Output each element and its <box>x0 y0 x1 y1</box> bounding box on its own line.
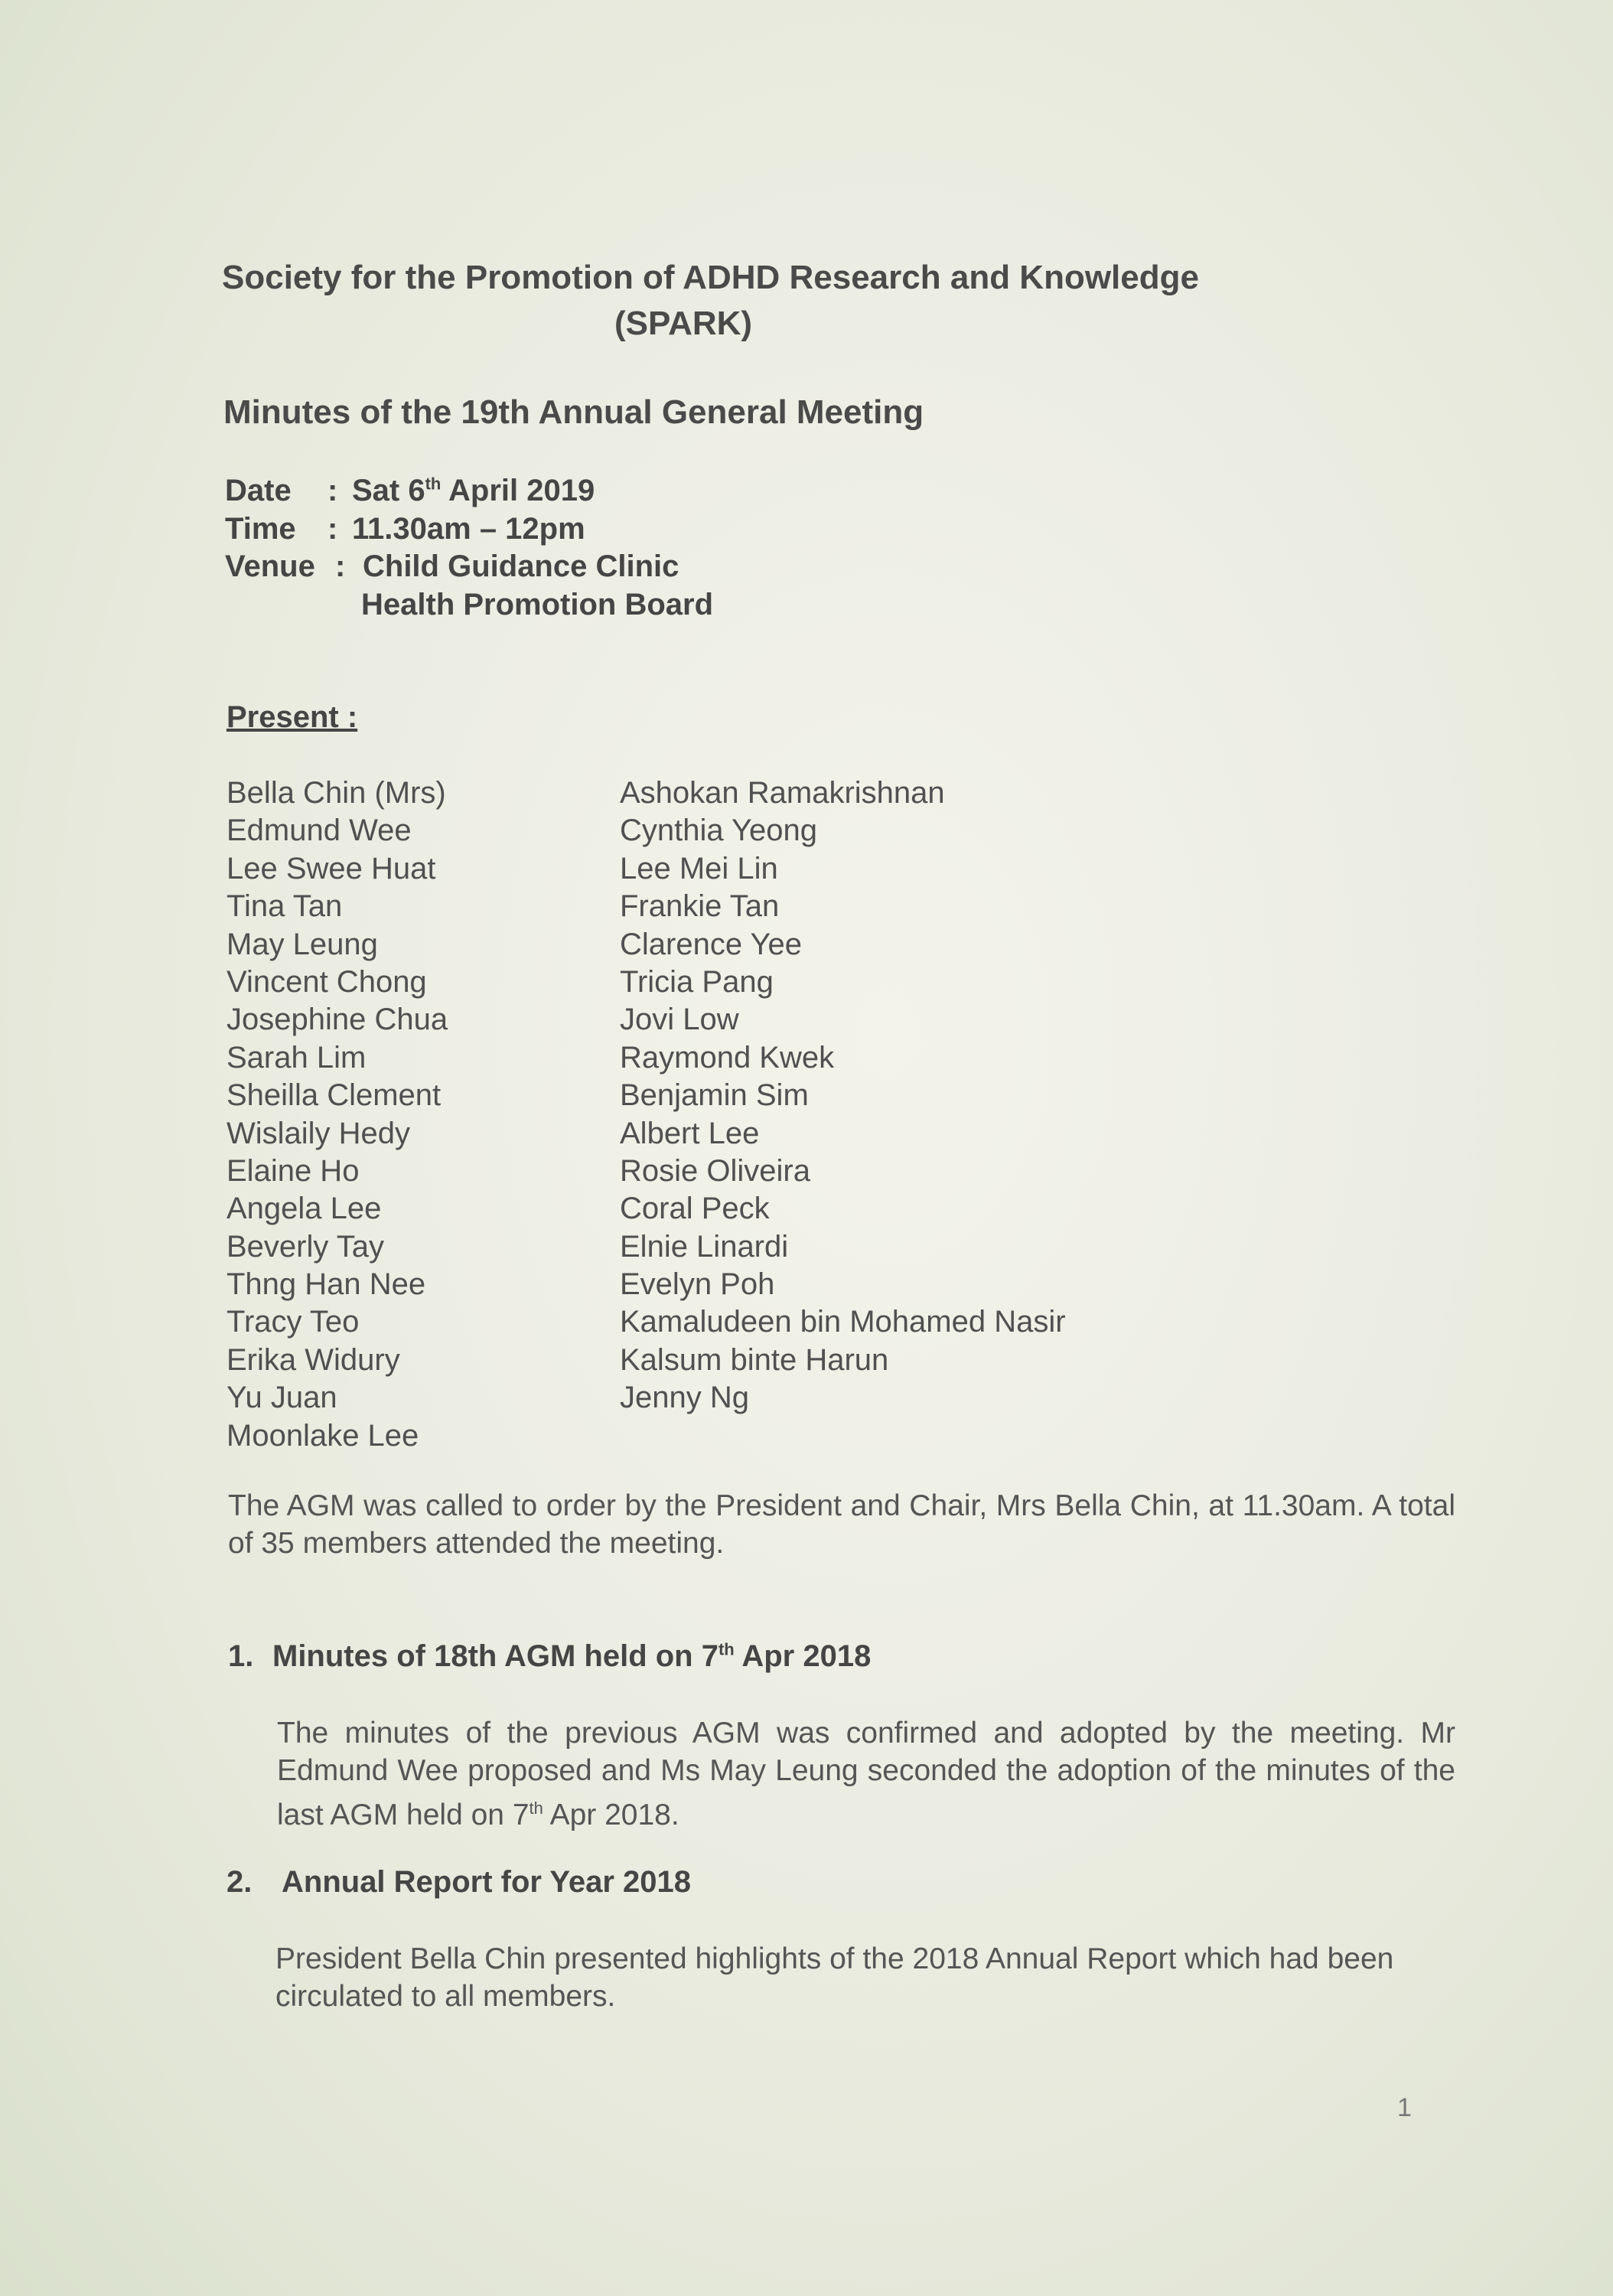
attendee-name: Yu Juan <box>226 1381 337 1415</box>
attendee-name: Sarah Lim <box>226 1040 367 1075</box>
attendees-column-1 <box>226 775 448 1455</box>
date-colon: : <box>327 474 338 507</box>
attendee-name: Josephine Chua <box>226 1003 448 1037</box>
attendee-name: Kamaludeen bin Mohamed Nasir <box>620 1305 1066 1339</box>
attendee-name: Thng Han Nee <box>226 1267 426 1302</box>
attendee-name: Moonlake Lee <box>226 1418 419 1453</box>
attendee-name: Rosie Oliveira <box>620 1153 810 1188</box>
attendee-name: Edmund Wee <box>226 814 412 848</box>
attendee-name: Raymond Kwek <box>620 1040 835 1075</box>
org-abbreviation: (SPARK) <box>614 305 753 342</box>
venue-line-1: Child Guidance Clinic <box>363 550 679 583</box>
time-colon: : <box>327 512 338 546</box>
attendee-name: Erika Widury <box>226 1342 400 1377</box>
attendee-name: Beverly Tay <box>226 1229 385 1264</box>
section-1-body: The minutes of the previous AGM was confirmed and adopted by the meeting. Mr Edmund Wee proposed and Ms May Leung seconded the adoption of the minutes of the last AGM held on 7th Apr 2018. <box>277 1717 1455 1831</box>
attendee-name: Wislaily Hedy <box>226 1116 411 1150</box>
page-number: 1 <box>1397 2093 1412 2122</box>
attendee-name: Sheilla Clement <box>226 1078 442 1113</box>
attendee-name: Clarence Yee <box>620 927 802 961</box>
attendee-name: Albert Lee <box>620 1116 760 1150</box>
attendee-name: Elnie Linardi <box>620 1229 789 1264</box>
document-title: Minutes of the 19th Annual General Meeting <box>223 393 924 431</box>
attendee-name: Elaine Ho <box>226 1153 360 1188</box>
attendee-name: Lee Mei Lin <box>620 851 778 885</box>
attendees-column-2 <box>620 775 1066 1417</box>
attendee-name: Angela Lee <box>226 1192 382 1226</box>
section-2-heading: Annual Report for Year 2018 <box>282 1865 691 1899</box>
attendee-name: Ashokan Ramakrishnan <box>620 776 945 810</box>
org-name: Society for the Promotion of ADHD Research and Knowledge <box>222 259 1199 296</box>
attendee-name: Benjamin Sim <box>620 1078 809 1113</box>
time-value: 11.30am – 12pm <box>352 512 585 546</box>
attendee-name: Evelyn Poh <box>620 1267 775 1302</box>
attendee-name: May Leung <box>226 927 378 961</box>
attendee-name: Jovi Low <box>620 1003 739 1037</box>
section-2-number: 2. <box>226 1865 253 1899</box>
attendee-name: Kalsum binte Harun <box>620 1342 889 1377</box>
venue-line-2: Health Promotion Board <box>361 588 714 621</box>
attendee-name: Tricia Pang <box>620 964 774 999</box>
attendee-name: Tina Tan <box>226 889 343 924</box>
attendee-name: Vincent Chong <box>226 964 427 999</box>
venue-label: Venue <box>225 550 315 583</box>
attendee-name: Frankie Tan <box>620 889 780 924</box>
section-1-number: 1. <box>228 1639 254 1673</box>
attendee-name: Coral Peck <box>620 1192 770 1226</box>
venue-colon: : <box>335 550 346 583</box>
attendee-name: Lee Swee Huat <box>226 851 436 885</box>
date-value: Sat 6th April 2019 <box>352 474 595 507</box>
date-label: Date <box>225 474 292 507</box>
attendee-name: Bella Chin (Mrs) <box>226 776 446 810</box>
present-heading: Present : <box>226 700 358 734</box>
attendee-name: Cynthia Yeong <box>620 814 818 848</box>
attendee-name: Jenny Ng <box>620 1381 749 1415</box>
section-1-heading: Minutes of 18th AGM held on 7th Apr 2018 <box>272 1639 872 1673</box>
time-label: Time <box>225 512 296 546</box>
attendee-name: Tracy Teo <box>226 1305 360 1339</box>
intro-paragraph: The AGM was called to order by the President and Chair, Mrs Bella Chin, at 11.30am. A total of 35 members attended the meeting. <box>228 1489 1455 1560</box>
section-2-body: President Bella Chin presented highlights of the 2018 Annual Report which had been circulated to all members. <box>275 1942 1394 2013</box>
